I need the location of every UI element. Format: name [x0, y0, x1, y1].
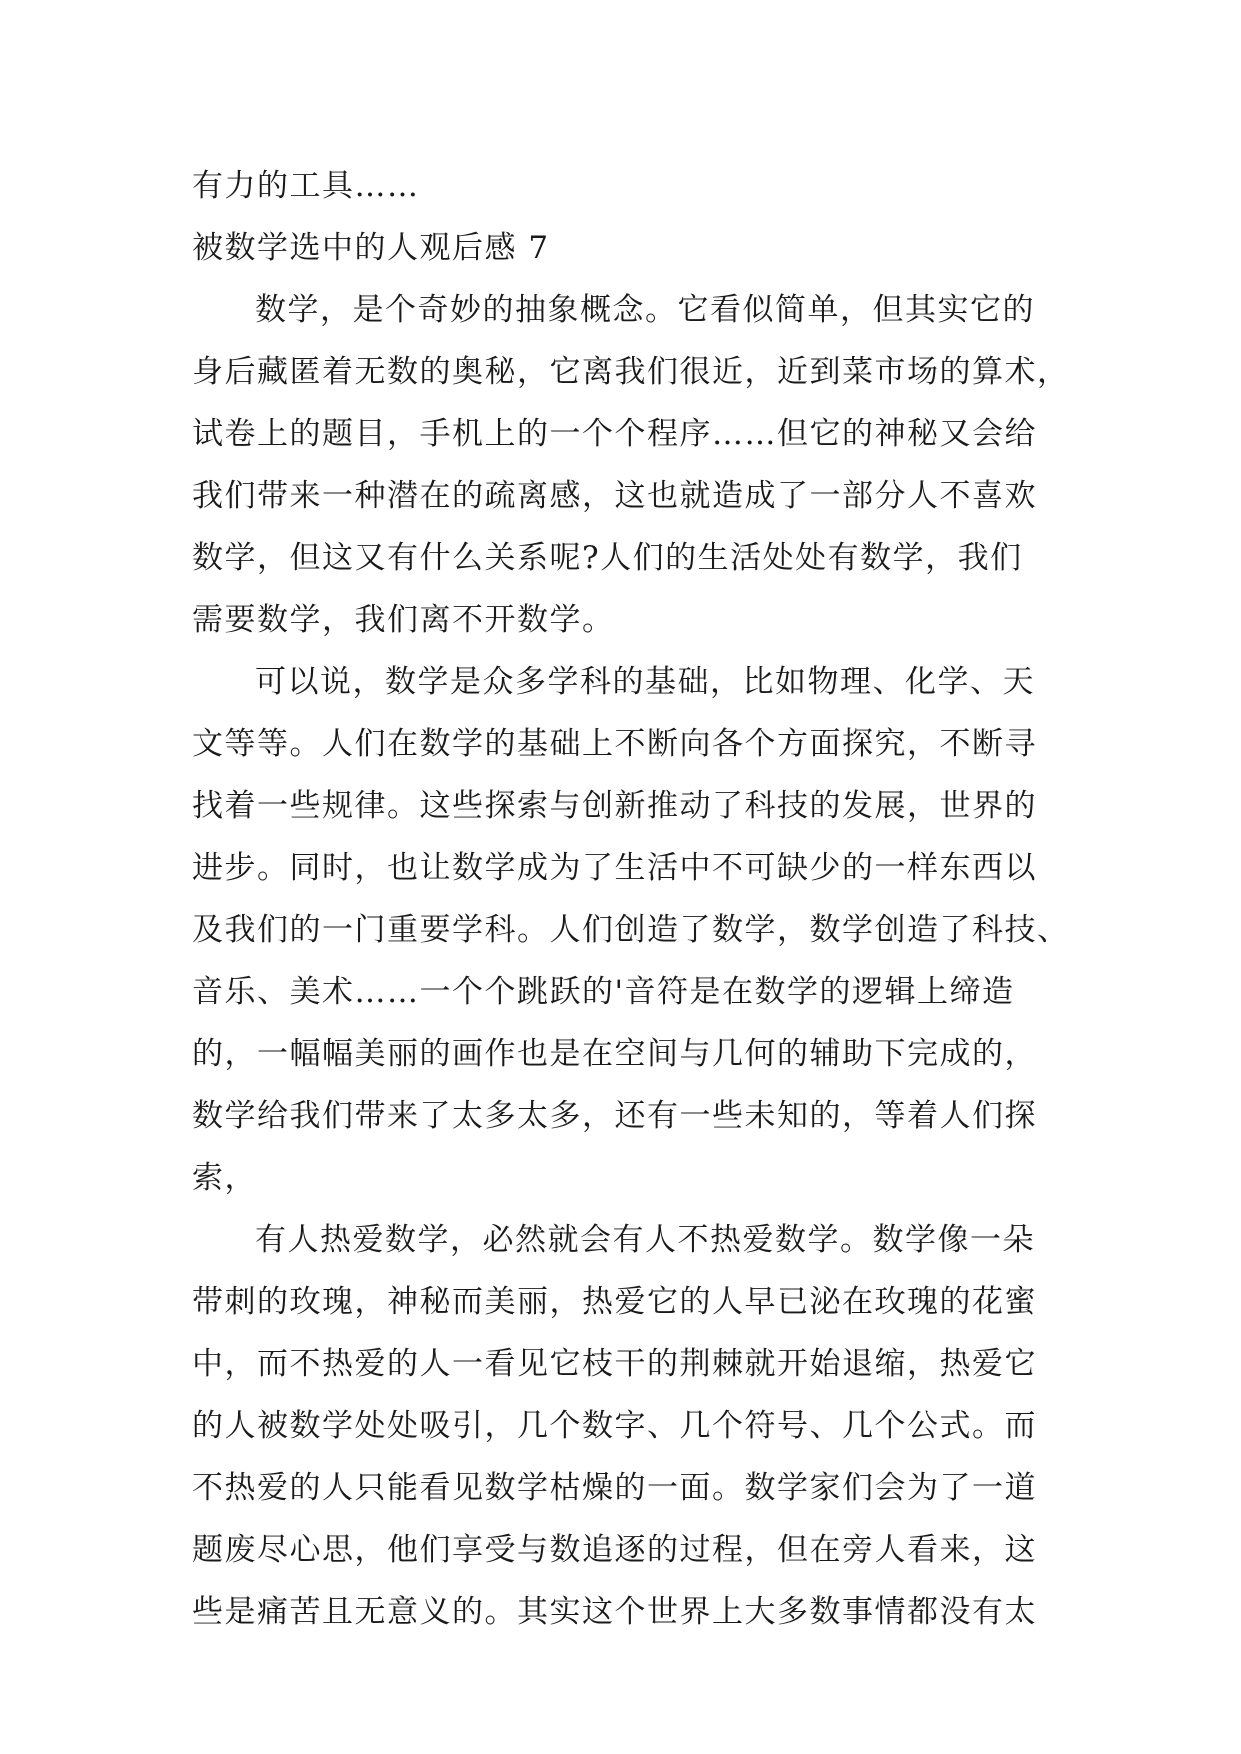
paragraph-line: 有人热爱数学，必然就会有人不热爱数学。数学像一朵 — [255, 1222, 1035, 1258]
paragraph-line: 身后藏匿着无数的奥秘，它离我们很近，近到菜市场的算术， — [192, 354, 1070, 390]
paragraph-line: 数学，是个奇妙的抽象概念。它看似简单，但其实它的 — [255, 292, 1035, 328]
paragraph-line: 带刺的玫瑰，神秘而美丽，热爱它的人早已泌在玫瑰的花蜜 — [192, 1284, 1037, 1320]
paragraph-line: 试卷上的题目，手机上的一个个程序……但它的神秘又会给 — [192, 416, 1037, 452]
paragraph-line: 索， — [192, 1160, 257, 1196]
paragraph-line: 进步。同时，也让数学成为了生活中不可缺少的一样东西以 — [192, 850, 1037, 886]
paragraph-line: 数学给我们带来了太多太多，还有一些未知的，等着人们探 — [192, 1098, 1037, 1134]
paragraph-line: 中，而不热爱的人一看见它枝干的荆棘就开始退缩，热爱它 — [192, 1346, 1037, 1382]
paragraph-line: 些是痛苦且无意义的。其实这个世界上大多数事情都没有太 — [192, 1594, 1037, 1630]
paragraph-line: 找着一些规律。这些探索与创新推动了科技的发展，世界的 — [192, 788, 1037, 824]
paragraph-line: 我们带来一种潜在的疏离感，这也就造成了一部分人不喜欢 — [192, 478, 1037, 514]
paragraph-line: 及我们的一门重要学科。人们创造了数学，数学创造了科技、 — [192, 912, 1070, 948]
paragraph-line: 需要数学，我们离不开数学。 — [192, 602, 615, 638]
section-heading: 被数学选中的人观后感 7 — [192, 230, 550, 266]
paragraph-line: 数学，但这又有什么关系呢?人们的生活处处有数学，我们 — [192, 540, 1023, 576]
paragraph-line: 不热爱的人只能看见数学枯燥的一面。数学家们会为了一道 — [192, 1470, 1037, 1506]
paragraph-line: 的，一幅幅美丽的画作也是在空间与几何的辅助下完成的， — [192, 1036, 1037, 1072]
paragraph-line: 文等等。人们在数学的基础上不断向各个方面探究，不断寻 — [192, 726, 1037, 762]
paragraph-line: 音乐、美术……一个个跳跃的'音符是在数学的逻辑上缔造 — [192, 974, 1015, 1010]
paragraph-line: 的人被数学处处吸引，几个数字、几个符号、几个公式。而 — [192, 1408, 1037, 1444]
text-line: 有力的工具…… — [192, 168, 420, 204]
paragraph-line: 题废尽心思，他们享受与数追逐的过程，但在旁人看来，这 — [192, 1532, 1037, 1568]
paragraph-line: 可以说，数学是众多学科的基础，比如物理、化学、天 — [255, 664, 1035, 700]
